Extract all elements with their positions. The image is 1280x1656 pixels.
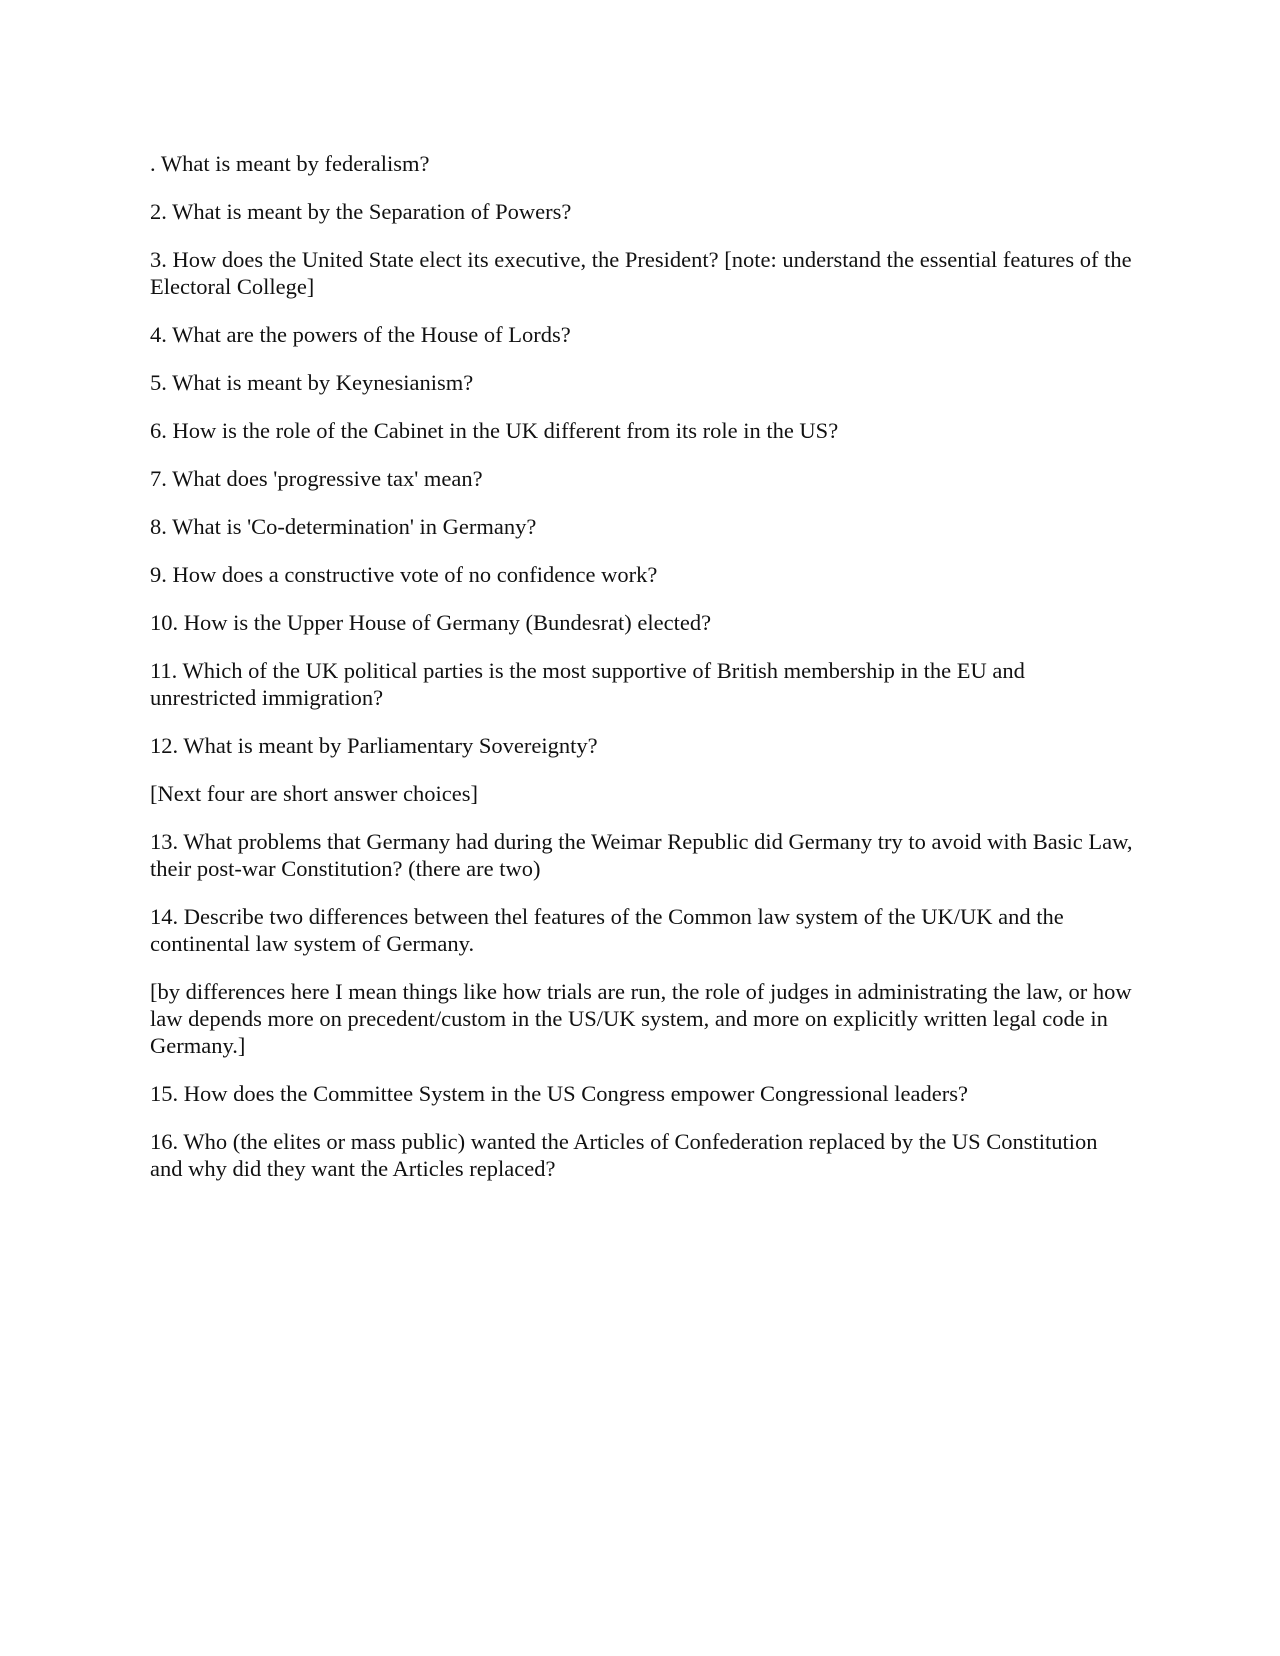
question-law-systems: 14. Describe two differences between thel features of the Common law system of the UK/UK and the continental law system of Germany. [150, 904, 1064, 956]
question-parliamentary-sovereignty: 12. What is meant by Parliamentary Sovereignty? [150, 733, 598, 758]
question-list [150, 150, 1135, 1203]
question-uk-parties-eu: 11. Which of the UK political parties is the most supportive of British membership in the EU and unrestricted immigration? [150, 658, 1025, 710]
question-no-confidence-vote: 9. How does a constructive vote of no confidence work? [150, 562, 658, 587]
question-electoral-college: 3. How does the United State elect its executive, the President? [note: understand the essential features of the Electoral College] [150, 247, 1132, 299]
question-weimar-basic-law: 13. What problems that Germany had during the Weimar Republic did Germany try to avoid with Basic Law, their post-war Constitution? (there are two) [150, 829, 1133, 881]
question-federalism: . What is meant by federalism? [150, 151, 430, 176]
section-note-short-answer: [Next four are short answer choices] [150, 781, 478, 806]
question-separation-of-powers: 2. What is meant by the Separation of Powers? [150, 199, 572, 224]
question-keynesianism: 5. What is meant by Keynesianism? [150, 370, 474, 395]
note-law-differences: [by differences here I mean things like how trials are run, the role of judges in administrating the law, or how law depends more on precedent/custom in the US/UK system, and more on explicitly written legal code in Germany.] [150, 979, 1132, 1058]
question-house-of-lords: 4. What are the powers of the House of Lords? [150, 322, 571, 347]
question-articles-of-confederation: 16. Who (the elites or mass public) wanted the Articles of Confederation replaced by the US Constitution and why did they want the Articles replaced? [150, 1129, 1098, 1181]
question-committee-system: 15. How does the Committee System in the US Congress empower Congressional leaders? [150, 1081, 968, 1106]
question-cabinet-role: 6. How is the role of the Cabinet in the UK different from its role in the US? [150, 418, 839, 443]
question-progressive-tax: 7. What does 'progressive tax' mean? [150, 466, 483, 491]
question-co-determination: 8. What is 'Co-determination' in Germany? [150, 514, 537, 539]
question-bundesrat: 10. How is the Upper House of Germany (Bundesrat) elected? [150, 610, 712, 635]
